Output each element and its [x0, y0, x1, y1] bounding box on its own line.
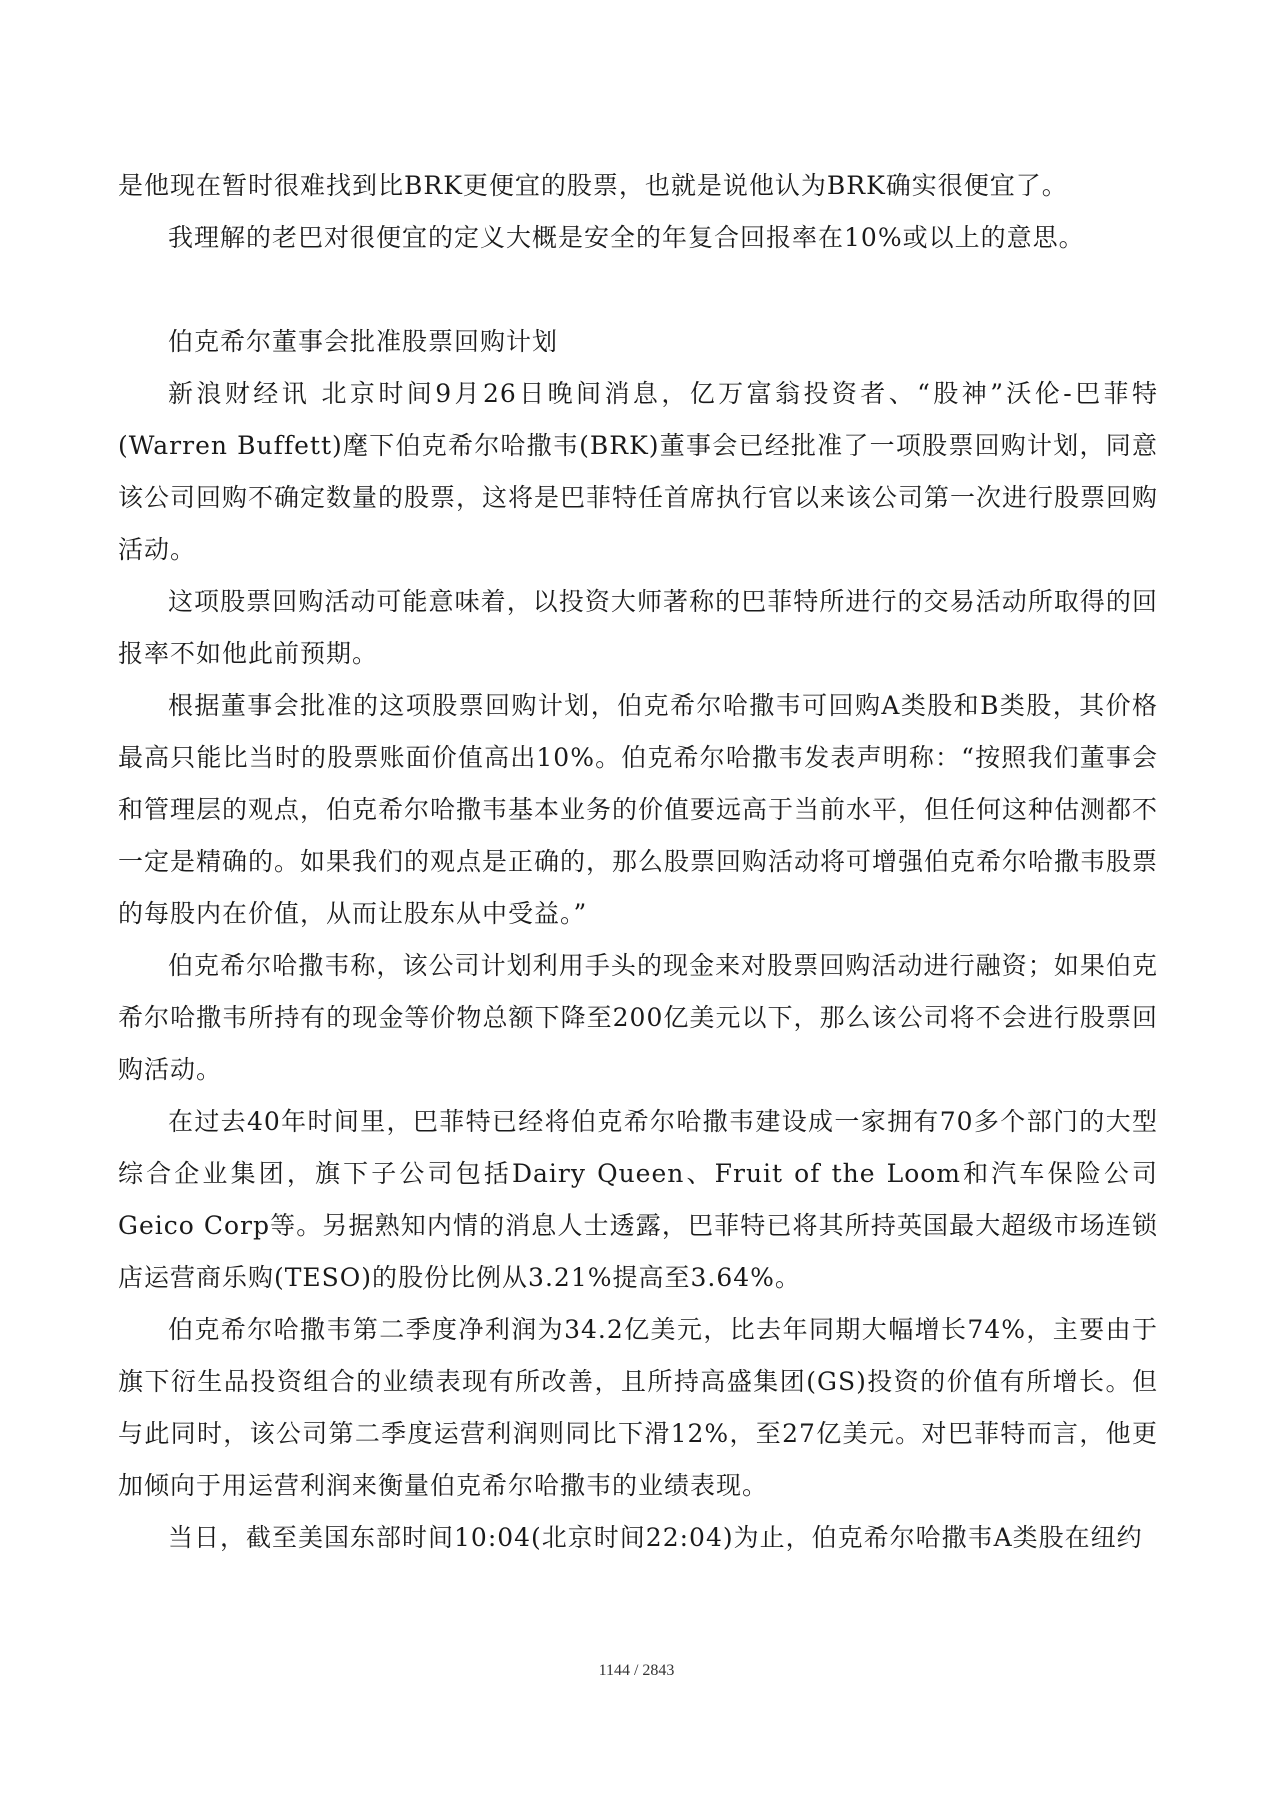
paragraph-financing: 伯克希尔哈撒韦称，该公司计划利用手头的现金来对股票回购活动进行融资；如果伯克希尔哈撒韦所持有的现金等价物总额下降至200亿美元以下，那么该公司将不会进行股票回购活动。 [118, 951, 1158, 1084]
paragraph-continuation: 是他现在暂时很难找到比BRK更便宜的股票，也就是说他认为BRK确实很便宜了。 [118, 171, 1068, 200]
paragraph-return-implication: 这项股票回购活动可能意味着，以投资大师著称的巴菲特所进行的交易活动所取得的回报率不如他此前预期。 [118, 587, 1158, 668]
section-title: 伯克希尔董事会批准股票回购计划 [168, 327, 559, 356]
paragraph-buyback-terms: 根据董事会批准的这项股票回购计划，伯克希尔哈撒韦可回购A类股和B类股，其价格最高只能比当时的股票账面价值高出10%。伯克希尔哈撒韦发表声明称：“按照我们董事会和管理层的观点，伯克希尔哈撒韦基本业务的价值要远高于当前水平，但任何这种估测都不一定是精确的。如果我们的观点是正确的，那么股票回购活动将可增强伯克希尔哈撒韦股票的每股内在价值，从而让股东从中受益。” [118, 691, 1159, 928]
page-number: 1144 / 2843 [598, 1662, 675, 1679]
paragraph-news-lead: 新浪财经讯 北京时间9月26日晚间消息，亿万富翁投资者、“股神”沃伦-巴菲特(Warren Buffett)麾下伯克希尔哈撒韦(BRK)董事会已经批准了一项股票回购计划，同意该公司回购不确定数量的股票，这将是巴菲特任首席执行官以来该公司第一次进行股票回购活动。 [118, 379, 1159, 564]
paragraph-earnings: 伯克希尔哈撒韦第二季度净利润为34.2亿美元，比去年同期大幅增长74%，主要由于旗下衍生品投资组合的业绩表现有所改善，且所持高盛集团(GS)投资的价值有所增长。但与此同时，该公司第二季度运营利润则同比下滑12%，至27亿美元。对巴菲特而言，他更加倾向于用运营利润来衡量伯克希尔哈撒韦的业绩表现。 [118, 1315, 1158, 1500]
paragraph-history: 在过去40年时间里，巴菲特已经将伯克希尔哈撒韦建设成一家拥有70多个部门的大型综合企业集团，旗下子公司包括Dairy Queen、Fruit of the Loom和汽车保险公司Geico Corp等。另据熟知内情的消息人士透露，巴菲特已将其所持英国最大超级市场连锁店运营商乐购(TESO)的股份比例从3.21%提高至3.64%。 [118, 1107, 1158, 1292]
paragraph-definition: 我理解的老巴对很便宜的定义大概是安全的年复合回报率在10%或以上的意思。 [168, 223, 1085, 252]
document-body [118, 160, 1158, 1564]
section-gap [118, 264, 1158, 316]
paragraph-trading: 当日，截至美国东部时间10:04(北京时间22:04)为止，伯克希尔哈撒韦A类股在纽约 [168, 1523, 1143, 1552]
